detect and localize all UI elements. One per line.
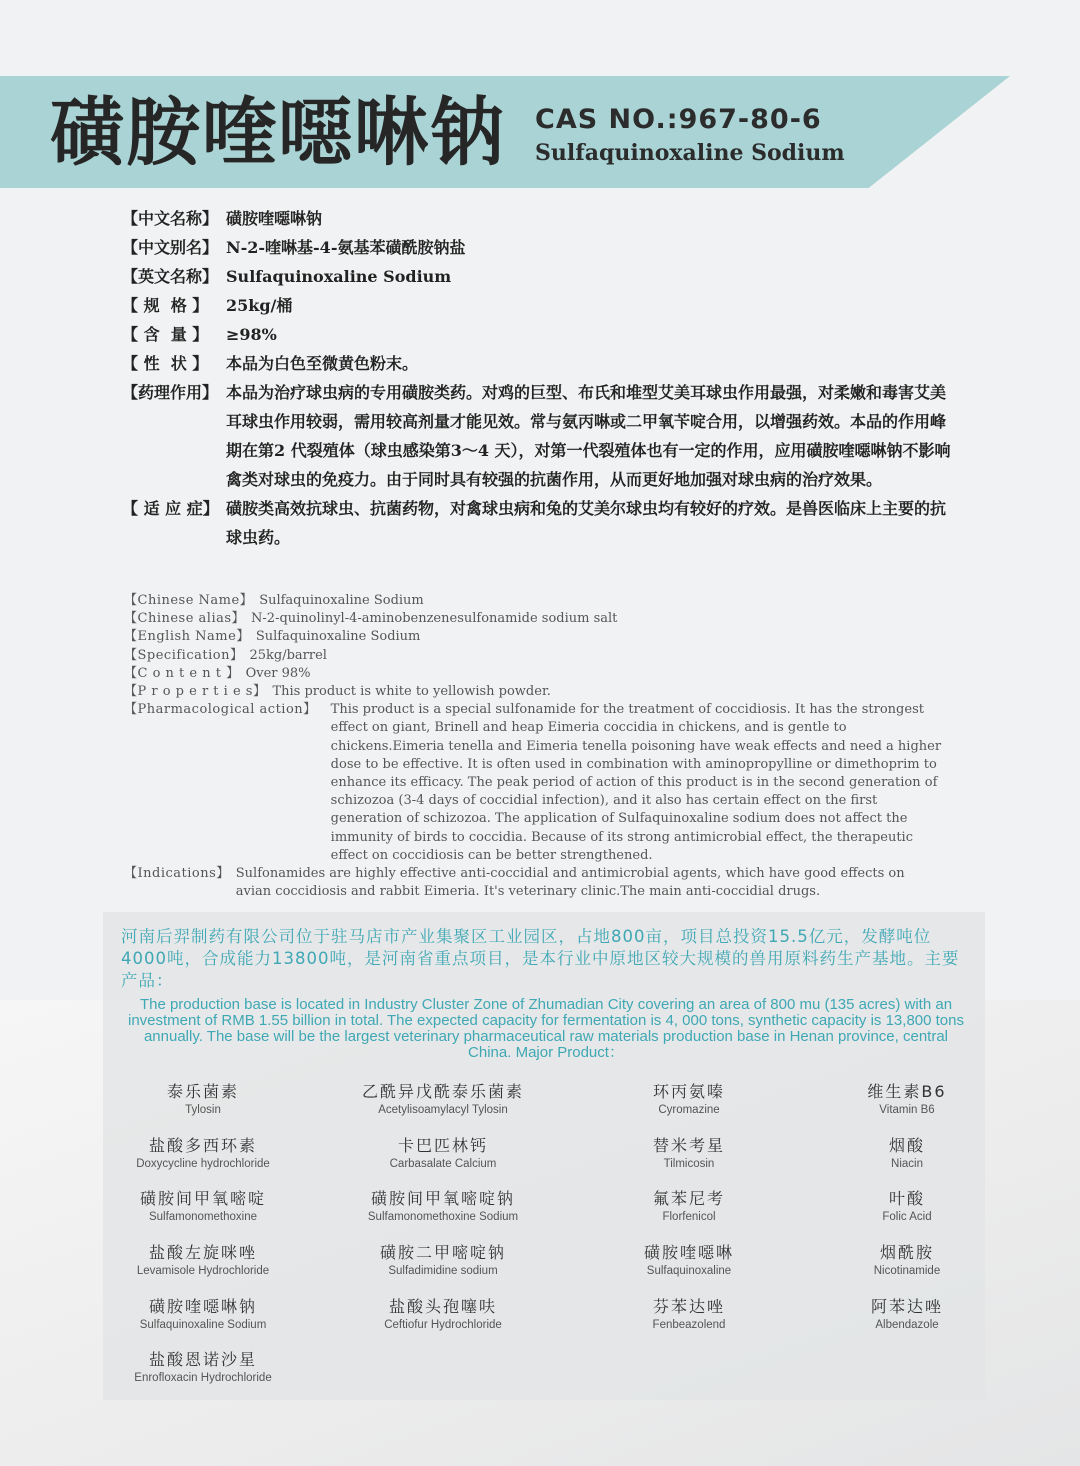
product-name-en: Folic Acid bbox=[882, 1211, 932, 1223]
product-name-cn: 盐酸左旋咪唑 bbox=[148, 1243, 257, 1262]
spec-key: 【 含 量 】 bbox=[122, 325, 209, 344]
product-name-cn: 盐酸恩诺沙星 bbox=[148, 1350, 257, 1369]
product-name-cn: 盐酸头孢噻呋 bbox=[388, 1297, 497, 1316]
product-name-en: Sulfadimidine sodium bbox=[388, 1265, 498, 1277]
product-item bbox=[343, 1189, 543, 1225]
product-name-en: Sulfaquinoxaline Sodium bbox=[139, 1319, 267, 1331]
product-name-en: Florfenicol bbox=[662, 1211, 716, 1223]
spec-row bbox=[124, 665, 944, 683]
spec-row bbox=[124, 610, 944, 628]
product-name-cn: 芬苯达唑 bbox=[652, 1297, 725, 1316]
spec-row bbox=[122, 233, 952, 262]
product-name-cn: 卡巴匹林钙 bbox=[397, 1136, 488, 1155]
product-item bbox=[807, 1189, 1007, 1225]
spec-row bbox=[122, 378, 952, 494]
spec-value: This product is white to yellowish powder. bbox=[272, 684, 551, 700]
chinese-spec-list bbox=[122, 204, 952, 552]
spec-key: 【 适 应 症】 bbox=[122, 499, 219, 518]
spec-value: ≥98% bbox=[226, 325, 277, 344]
spec-key: 【P r o p e r t i e s】 bbox=[124, 684, 267, 700]
product-name-en: Fenbeazolend bbox=[652, 1319, 726, 1331]
spec-row bbox=[124, 647, 944, 665]
spec-value: Sulfaquinoxaline Sodium bbox=[226, 267, 452, 286]
spec-row bbox=[122, 204, 952, 233]
company-intro-en: The production base is located in Industry Cluster Zone of Zhumadian City covering an area of 800 mu (135 acres) with an investment of RMB 1.55 billion in total. The expected capacity for fermentation is 4, 000 tons, synthetic capacity is 13,800 tons annually. The base will be the largest veterinary pharmaceutical raw materials production base in Henan province, central China. Major Product： bbox=[127, 996, 964, 1061]
product-item bbox=[807, 1082, 1007, 1118]
product-item bbox=[343, 1297, 543, 1333]
spec-key: 【English Name】 bbox=[124, 629, 250, 645]
product-name-cn: 磺胺二甲嘧啶钠 bbox=[379, 1243, 506, 1262]
spec-value: 磺胺类高效抗球虫、抗菌药物，对禽球虫病和兔的艾美尔球虫均有较好的疗效。是兽医临床上主要的抗球虫药。 bbox=[226, 499, 947, 547]
product-name-en: Cyromazine bbox=[658, 1104, 720, 1116]
spec-value: Over 98% bbox=[245, 665, 311, 681]
product-name-en: Carbasalate Calcium bbox=[389, 1158, 497, 1170]
product-name-en: Doxycycline hydrochloride bbox=[136, 1158, 270, 1170]
company-intro-box bbox=[103, 912, 985, 1400]
spec-key: 【中文名称】 bbox=[122, 209, 219, 228]
product-item bbox=[103, 1297, 303, 1333]
product-item bbox=[589, 1082, 789, 1118]
product-item bbox=[589, 1297, 789, 1333]
product-name-en: Niacin bbox=[891, 1158, 923, 1170]
spec-key: 【Indications】 bbox=[124, 866, 230, 882]
spec-key: 【Chinese Name】 bbox=[124, 593, 254, 608]
product-item bbox=[103, 1243, 303, 1279]
spec-row bbox=[122, 291, 952, 320]
spec-row bbox=[122, 320, 952, 349]
spec-value: This product is a special sulfonamide for the treatment of coccidiosis. It has the strongest effect on giant, Brinell and heap Eimeria coccidia in chickens, and is gentle to chickens.Eimeria tenella and Eimeria tenella poisoning have weak effects and need a higher dose to be effective. It is often used in combination with aminopropylline or dimethoprim to enhance its efficacy. The peak period of action of this product is in the second generation of schizozoa (3-4 days of coccidial infection), and it also has certain effect on the first generation of schizozoa. The application of Sulfaquinoxaline sodium does not affect the immunity of birds to coccidia. Because of its strong antimicrobial effect, the therapeutic effect on coccidiosis can be better strengthened. bbox=[330, 702, 942, 863]
spec-row bbox=[122, 262, 952, 291]
spec-row bbox=[124, 683, 944, 701]
spec-value: Sulfaquinoxaline Sodium bbox=[255, 629, 421, 645]
product-item bbox=[807, 1297, 1007, 1333]
product-item bbox=[103, 1136, 303, 1172]
spec-row bbox=[124, 592, 944, 610]
spec-key: 【Chinese alias】 bbox=[124, 611, 246, 627]
product-name-cn: 磺胺间甲氧嘧啶钠 bbox=[370, 1189, 515, 1208]
spec-value: 本品为白色至微黄色粉末。 bbox=[226, 354, 419, 373]
product-item bbox=[103, 1350, 303, 1386]
product-name-en: Acetylisoamylacyl Tylosin bbox=[378, 1104, 508, 1116]
spec-value: Sulfonamides are highly effective anti-coccidial and antimicrobial agents, which have good effects on avian coccidiosis and rabbit Eimeria. It's veterinary clinic.The main anti-coccidial drugs. bbox=[235, 866, 905, 900]
spec-key: 【 性 状 】 bbox=[122, 354, 209, 373]
product-item bbox=[103, 1189, 303, 1225]
spec-value: 25kg/桶 bbox=[226, 296, 293, 315]
product-name-cn: 乙酰异戊酰泰乐菌素 bbox=[361, 1082, 524, 1101]
product-name-en: Albendazole bbox=[875, 1319, 939, 1331]
product-item bbox=[589, 1243, 789, 1279]
cas-number: CAS NO.:967-80-6 bbox=[535, 104, 822, 135]
spec-key: 【Pharmacological action】 bbox=[124, 702, 317, 718]
spec-row bbox=[124, 628, 944, 646]
product-name-cn: 替米考星 bbox=[652, 1136, 725, 1155]
product-name-cn: 维生素B6 bbox=[867, 1082, 947, 1101]
spec-row bbox=[122, 349, 952, 378]
product-name-en: Sulfamonomethoxine Sodium bbox=[367, 1211, 519, 1223]
product-name-en: Nicotinamide bbox=[873, 1265, 941, 1277]
product-name-en: Levamisole Hydrochloride bbox=[136, 1265, 270, 1277]
spec-key: 【中文别名】 bbox=[122, 238, 219, 257]
english-spec-list bbox=[124, 592, 944, 901]
product-name-en: Tylosin bbox=[185, 1104, 221, 1116]
company-intro-cn: 河南后羿制药有限公司位于驻马店市产业集聚区工业园区，占地800亩，项目总投资15.5亿元，发酵吨位4000吨，合成能力13800吨，是河南省重点项目，是本行业中原地区较大规模的兽用原料药生产基地。主要产品： bbox=[121, 927, 960, 990]
spec-value: N-2-喹啉基-4-氨基苯磺酰胺钠盐 bbox=[226, 238, 466, 257]
product-item bbox=[343, 1136, 543, 1172]
product-item bbox=[589, 1189, 789, 1225]
product-name-cn: 烟酰胺 bbox=[879, 1243, 934, 1262]
product-name-cn: 磺胺喹噁啉钠 bbox=[148, 1297, 257, 1316]
product-name-en: Sulfaquinoxaline bbox=[646, 1265, 732, 1277]
product-item bbox=[589, 1136, 789, 1172]
product-name-en: Vitamin B6 bbox=[879, 1104, 935, 1116]
product-name-en: Sulfamonomethoxine bbox=[148, 1211, 258, 1223]
product-name-en: Tilmicosin bbox=[663, 1158, 715, 1170]
product-title-cn: 磺胺喹噁啉钠 bbox=[50, 90, 506, 176]
product-name-cn: 烟酸 bbox=[888, 1136, 925, 1155]
spec-key: 【C o n t e n t 】 bbox=[124, 665, 240, 681]
spec-value: Sulfaquinoxaline Sodium bbox=[259, 593, 424, 608]
spec-key: 【英文名称】 bbox=[122, 267, 219, 286]
spec-key: 【药理作用】 bbox=[122, 383, 219, 402]
product-name-cn: 磺胺间甲氧嘧啶 bbox=[139, 1189, 266, 1208]
spec-value: 25kg/barrel bbox=[249, 647, 327, 663]
spec-row bbox=[124, 701, 944, 865]
product-name-cn: 盐酸多西环素 bbox=[148, 1136, 257, 1155]
spec-value: 磺胺喹噁啉钠 bbox=[226, 209, 323, 228]
product-name-cn: 叶酸 bbox=[888, 1189, 925, 1208]
spec-row bbox=[122, 494, 952, 552]
spec-value: N-2-quinolinyl-4-aminobenzenesulfonamide sodium salt bbox=[251, 611, 618, 627]
product-name-cn: 泰乐菌素 bbox=[166, 1082, 239, 1101]
product-name-cn: 环丙氨嗪 bbox=[652, 1082, 725, 1101]
product-name-en: Ceftiofur Hydrochloride bbox=[384, 1319, 502, 1331]
product-name-cn: 阿苯达唑 bbox=[870, 1297, 943, 1316]
spec-key: 【 规 格 】 bbox=[122, 296, 209, 315]
product-item bbox=[807, 1136, 1007, 1172]
product-name-cn: 氟苯尼考 bbox=[652, 1189, 725, 1208]
product-item bbox=[343, 1082, 543, 1118]
spec-value: 本品为治疗球虫病的专用磺胺类药。对鸡的巨型、布氏和堆型艾美耳球虫作用最强，对柔嫩和毒害艾美耳球虫作用较弱，需用较高剂量才能见效。常与氨丙啉或二甲氧苄啶合用，以增强药效。本品的作用峰期在第2 代裂殖体（球虫感染第3～4 天），对第一代裂殖体也有一定的作用，应用磺胺喹噁啉钠不影响禽类对球虫的免疫力。由于同时具有较强的抗菌作用，从而更好地加强对球虫病的治疗效果。 bbox=[226, 383, 951, 489]
spec-row bbox=[124, 865, 944, 901]
product-item bbox=[343, 1243, 543, 1279]
product-item bbox=[103, 1082, 303, 1118]
product-title-en: Sulfaquinoxaline Sodium bbox=[535, 140, 845, 166]
product-name-en: Enrofloxacin Hydrochloride bbox=[134, 1372, 272, 1384]
product-name-cn: 磺胺喹噁啉 bbox=[643, 1243, 734, 1262]
product-item bbox=[807, 1243, 1007, 1279]
spec-key: 【Specification】 bbox=[124, 647, 244, 663]
